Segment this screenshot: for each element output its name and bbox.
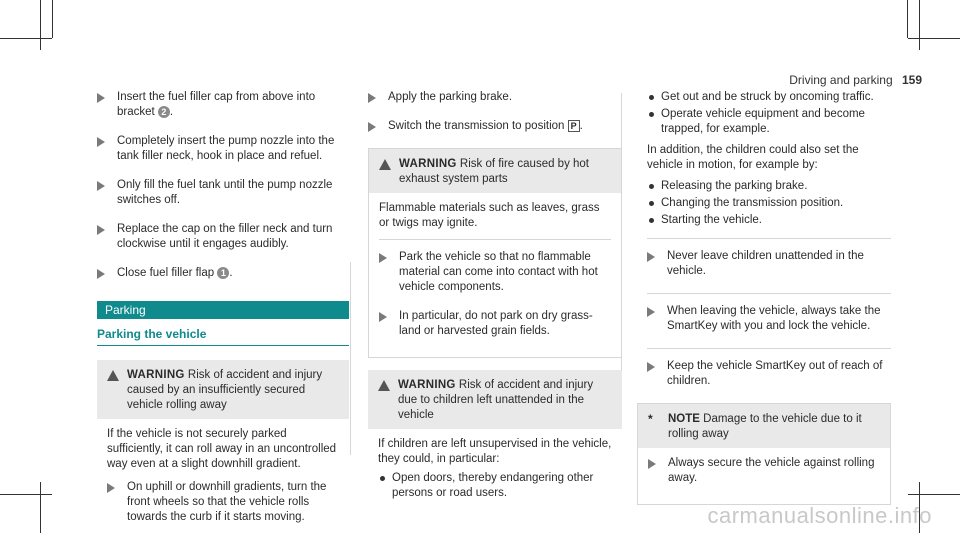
warning-icon: [107, 370, 119, 381]
bullet-icon: [649, 201, 654, 206]
bullet-icon: [380, 476, 385, 481]
crop-mark: [40, 0, 41, 50]
crop-mark: [908, 38, 960, 39]
bullet-icon: [649, 95, 654, 100]
warning-box: [368, 370, 622, 507]
watermark: carmanualsonline.info: [707, 503, 932, 528]
warning-body: If children are left unsupervised in the vehicle, they could, in particular: Open doors, thereby endangering other persons or road users.: [378, 438, 612, 499]
divider: [647, 348, 891, 349]
warning-label: WARNING: [127, 369, 185, 381]
instruction-step: When leaving the vehicle, always take the SmartKey with you and lock the vehicle.: [647, 304, 891, 334]
crop-mark: [40, 482, 41, 533]
arrow-icon: [647, 307, 655, 317]
list-item: Releasing the parking brake.: [647, 179, 891, 194]
arrow-icon: [97, 181, 105, 191]
warning-label: WARNING: [399, 158, 457, 170]
list-item: Changing the transmission position.: [647, 196, 891, 211]
gear-position-symbol: P: [568, 120, 580, 132]
warning-box: [368, 148, 622, 358]
arrow-icon: [97, 225, 105, 235]
instruction-step: In particular, do not park on dry grass-land or harvested grain fields.: [379, 309, 611, 339]
instruction-step: Park the vehicle so that no flammable material can come into contact with hot vehicle components.: [379, 250, 611, 295]
instruction-step: Close fuel filler flap 1 .: [97, 266, 349, 281]
note-body: [638, 448, 890, 504]
divider: [647, 293, 891, 294]
warning-icon: [379, 159, 391, 170]
list-item: Starting the vehicle.: [647, 213, 891, 228]
arrow-icon: [647, 362, 655, 372]
arrow-icon: [368, 93, 376, 103]
column-1: [97, 90, 349, 543]
warning-header: WARNING Risk of fire caused by hot exhaust system parts: [369, 149, 621, 193]
warning-box: [97, 360, 349, 543]
callout-number: 2: [158, 106, 170, 118]
arrow-icon: [379, 253, 387, 263]
page-number: 159: [901, 73, 922, 87]
instruction-step: Only fill the fuel tank until the pump nozzle switches off.: [97, 178, 349, 208]
warning-header: WARNING Risk of accident and injury caused by an insufficiently secured vehicle rolling away: [97, 360, 349, 419]
divider: [379, 239, 611, 240]
crop-mark: [0, 494, 52, 495]
crop-mark: [0, 38, 52, 39]
warning-body: Flammable materials such as leaves, grass or twigs may ignite. Park the vehicle so that no flammable material can come into contact with hot vehicle components. In particular, do not park on dry grass-land or harvested grain fields.: [369, 193, 621, 357]
note-box: [637, 403, 891, 505]
instruction-step: Switch the transmission to position P .: [368, 119, 622, 134]
instruction-step: Insert the fuel filler cap from above into bracket 2 .: [97, 90, 349, 120]
note-label: NOTE: [668, 413, 700, 425]
arrow-icon: [648, 459, 656, 469]
note-icon: *: [648, 412, 653, 426]
section-bar: Parking: [97, 301, 349, 319]
arrow-icon: [647, 252, 655, 262]
instruction-step: Apply the parking brake.: [368, 90, 622, 105]
instruction-step: Completely insert the pump nozzle into the tank filler neck, hook in place and refuel.: [97, 134, 349, 164]
column-divider: [350, 262, 351, 455]
arrow-icon: [107, 483, 115, 493]
arrow-icon: [368, 122, 376, 132]
page-header: [789, 73, 922, 87]
section-title: Driving and parking: [789, 73, 893, 87]
crop-mark: [919, 0, 920, 50]
instruction-step: Never leave children unattended in the vehicle.: [647, 249, 891, 279]
bullet-icon: [649, 218, 654, 223]
warning-label: WARNING: [398, 379, 456, 391]
arrow-icon: [379, 312, 387, 322]
crop-mark: [52, 0, 53, 38]
column-3: [637, 90, 891, 505]
list-item: Open doors, thereby endangering other persons or road users.: [378, 471, 612, 501]
warning-header: WARNING Risk of accident and injury due to children left unattended in the vehicle: [368, 370, 622, 429]
warning-icon: [378, 380, 390, 391]
list-item: Operate vehicle equipment and become trapped, for example.: [647, 107, 891, 137]
instruction-step: Always secure the vehicle against rolling away.: [648, 456, 880, 486]
crop-mark: [907, 0, 908, 38]
paragraph: In addition, the children could also set the vehicle in motion, for example by:: [647, 144, 859, 171]
column-2: [368, 90, 622, 507]
arrow-icon: [97, 137, 105, 147]
bullet-icon: [649, 184, 654, 189]
instruction-step: Replace the cap on the filler neck and turn clockwise until it engages audibly.: [97, 222, 349, 252]
arrow-icon: [97, 269, 105, 279]
divider: [647, 238, 891, 239]
arrow-icon: [97, 93, 105, 103]
bullet-icon: [649, 112, 654, 117]
callout-number: 1: [217, 267, 229, 279]
note-header: * NOTE Damage to the vehicle due to it rolling away: [638, 404, 890, 448]
subsection-heading: Parking the vehicle: [97, 327, 349, 346]
list-item: Get out and be struck by oncoming traffic.: [647, 90, 891, 105]
instruction-step: Keep the vehicle SmartKey out of reach of children.: [647, 359, 891, 389]
crop-mark: [908, 494, 960, 495]
warning-body: If the vehicle is not securely parked sufficiently, it can roll away in an uncontrolled way even at a slight downhill gradient. On uphill or downhill gradients, turn the front wheels so that the vehicle rolls towards the curb if it starts moving.: [97, 419, 349, 543]
instruction-step: On uphill or downhill gradients, turn the front wheels so that the vehicle rolls towards the curb if it starts moving.: [107, 480, 339, 525]
